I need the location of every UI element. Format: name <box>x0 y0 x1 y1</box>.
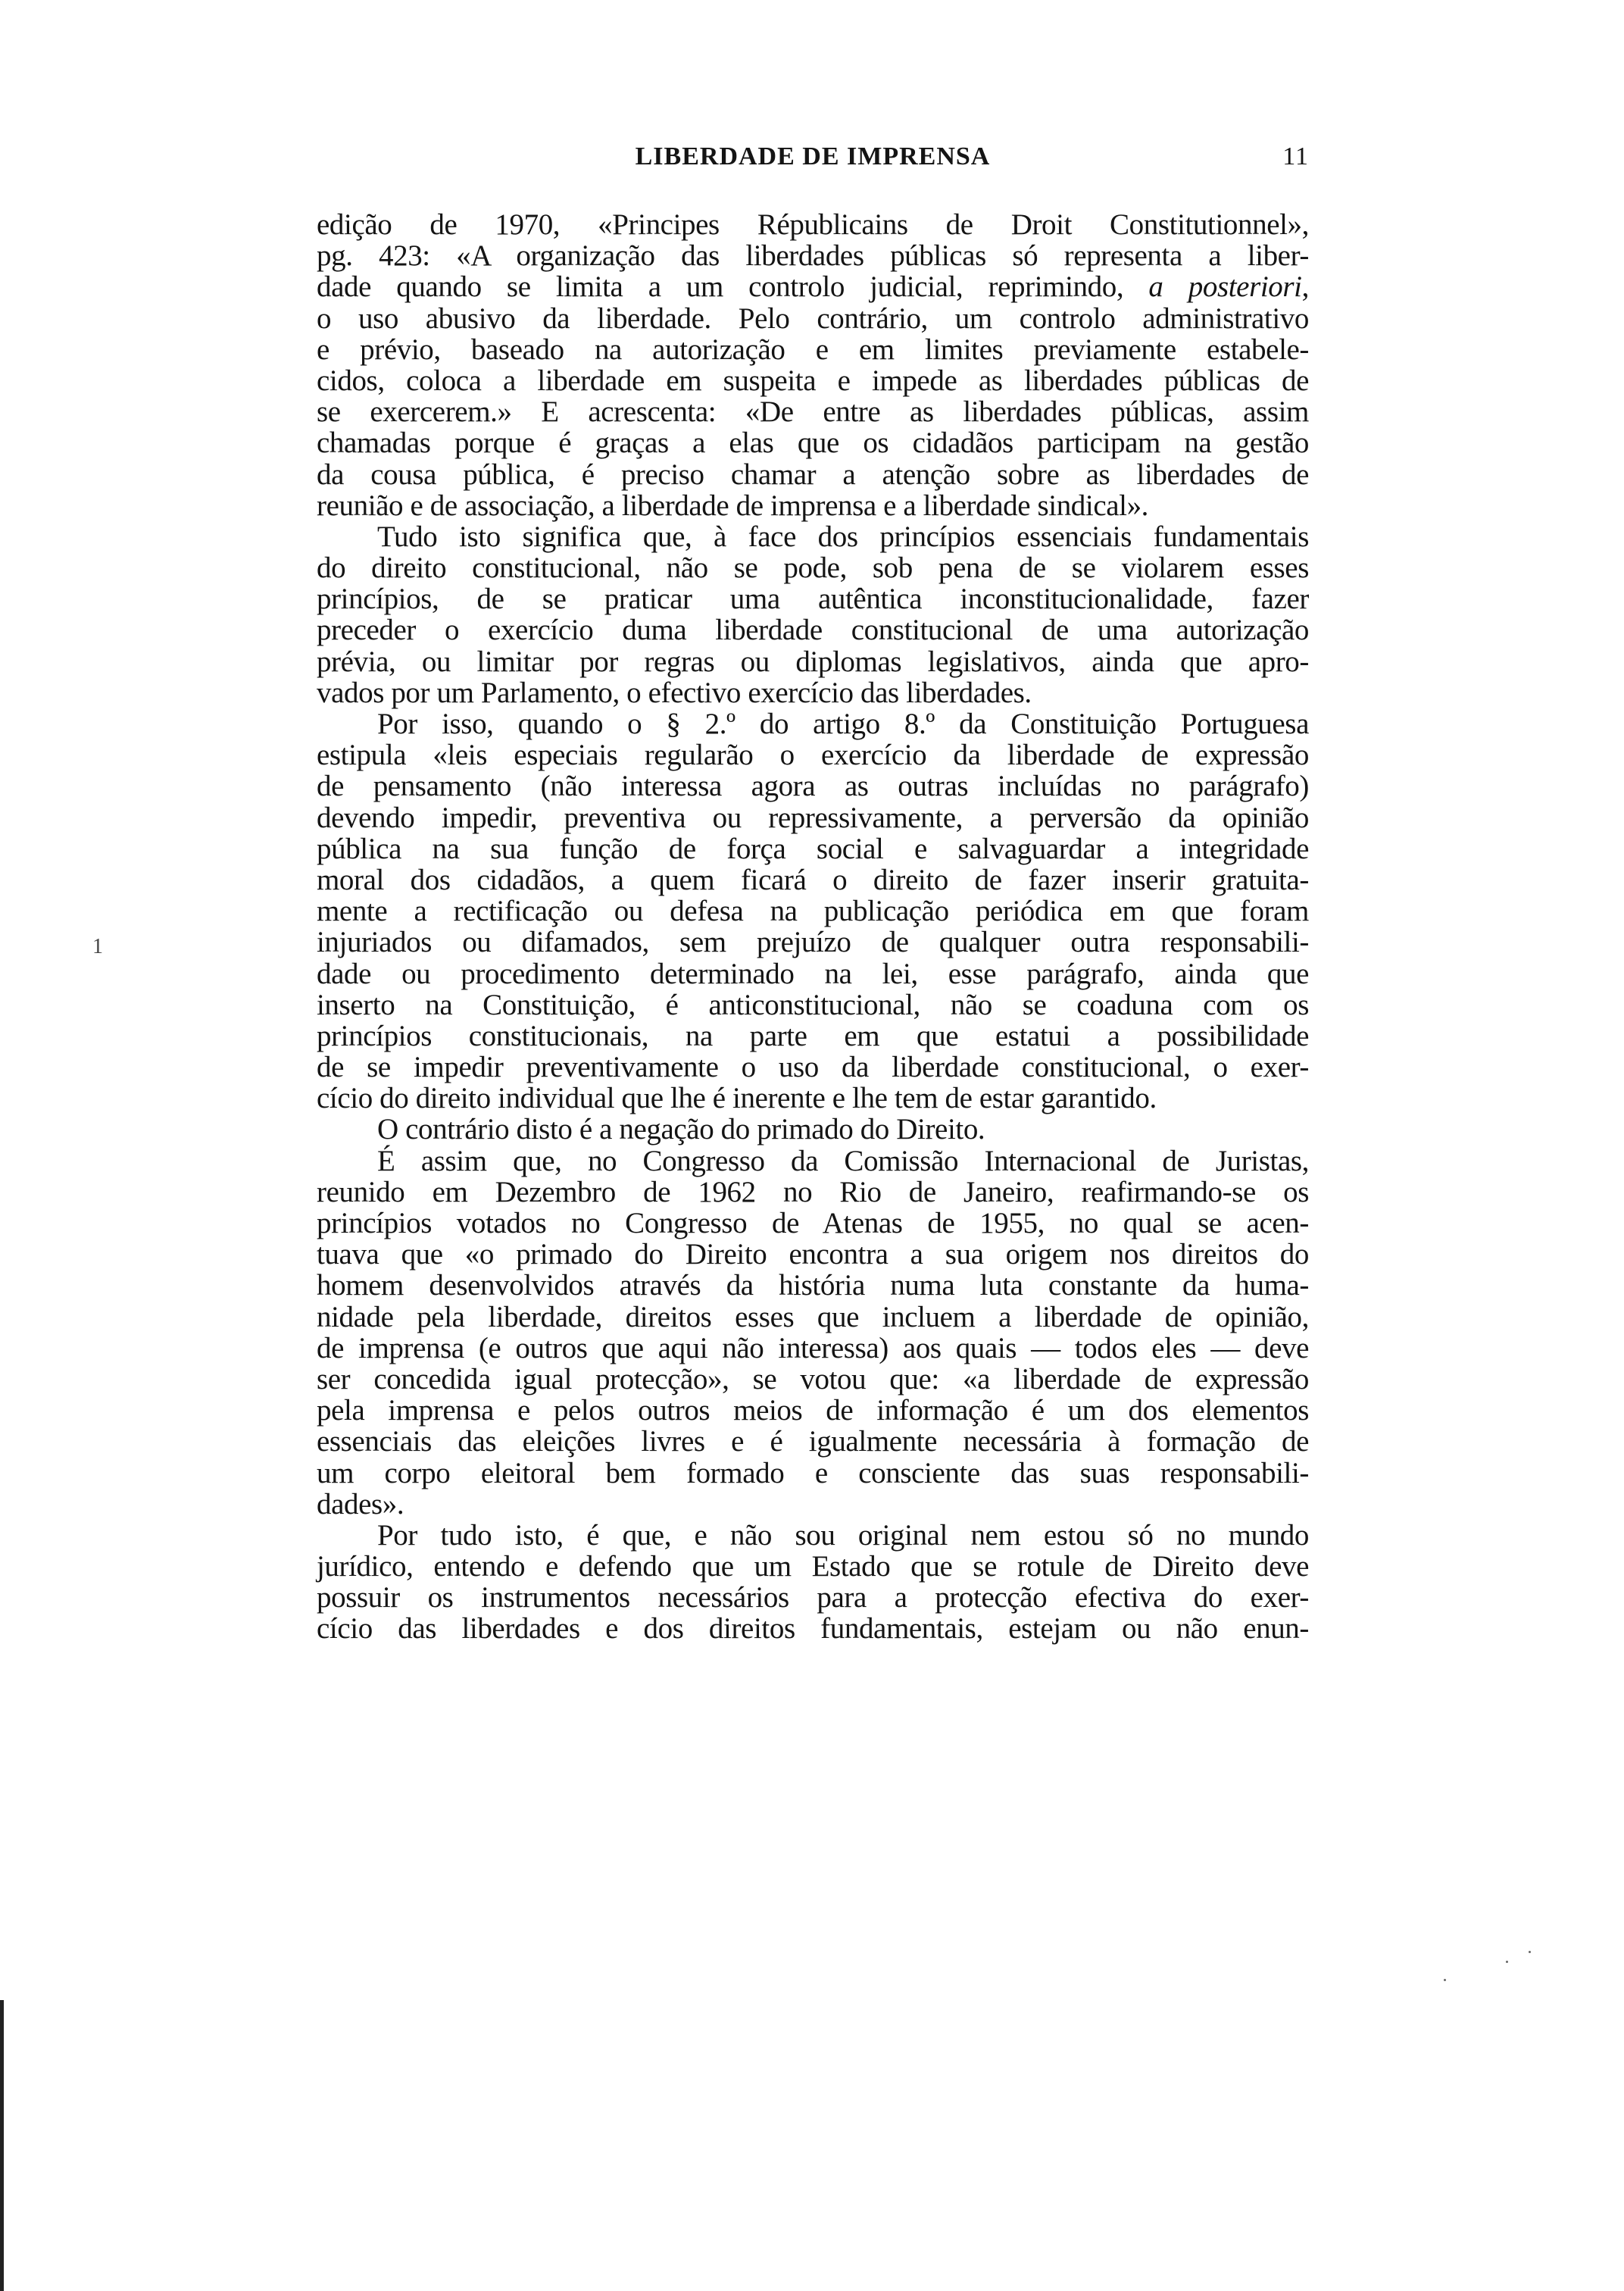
text-line: da cousa pública, é preciso chamar a atenção sobre as liberdades de <box>317 458 1309 491</box>
text-line: dades». <box>317 1487 404 1521</box>
text-line: preceder o exercício duma liberdade constitucional de uma autorização <box>317 614 1309 647</box>
text-line: possuir os instrumentos necessários para a protecção efectiva do exer- <box>317 1581 1309 1614</box>
text-line: princípios, de se praticar uma autêntica inconstitucionalidade, fazer <box>317 583 1309 616</box>
text-line: reunido em Dezembro de 1962 no Rio de Janeiro, reafirmando-se os <box>317 1175 1309 1208</box>
text-line: Por tudo isto, é que, e não sou original nem estou só no mundo <box>377 1518 1309 1552</box>
text-line: pública na sua função de força social e salvaguardar a integridade <box>317 832 1309 865</box>
text-line: princípios constitucionais, na parte em que estatui a possibilidade <box>317 1019 1309 1052</box>
text-line: Por isso, quando o § 2.º do artigo 8.º da Constituição Portuguesa <box>377 708 1309 740</box>
text-line: homem desenvolvidos através da história numa luta constante da huma- <box>317 1269 1309 1302</box>
text-line: dade quando se limita a um controlo judicial, reprimindo, a posteriori, <box>317 270 1309 304</box>
text-line: pg. 423: «A organização das liberdades públicas só representa a liber- <box>317 239 1309 273</box>
scan-speck <box>1444 1979 1446 1981</box>
text-line: tuava que «o primado do Direito encontra a sua origem nos direitos do <box>317 1238 1309 1271</box>
text-line: se exercerem.» E acrescenta: «De entre as liberdades públicas, assim <box>317 395 1309 429</box>
paragraph <box>317 209 1309 521</box>
text-line: injuriados ou difamados, sem prejuízo de qualquer outra responsabili- <box>317 926 1309 959</box>
margin-mark: 1 <box>92 935 103 958</box>
body-text <box>317 209 1309 1645</box>
text-line: estipula «leis especiais regularão o exercício da liberdade de expressão <box>317 739 1309 772</box>
text-line: cício das liberdades e dos direitos fundamentais, estejam ou não enun- <box>317 1612 1309 1646</box>
running-head <box>317 142 1309 180</box>
text-line: mente a rectificação ou defesa na publicação periódica em que foram <box>317 895 1309 928</box>
running-title: LIBERDADE DE IMPRENSA <box>635 142 991 170</box>
text-line: pela imprensa e pelos outros meios de informação é um dos elementos <box>317 1394 1309 1427</box>
paragraph <box>317 1520 1309 1645</box>
text-line: reunião e de associação, a liberdade de imprensa e a liberdade sindical». <box>317 489 1149 522</box>
page-number: 11 <box>1282 142 1309 170</box>
paragraph <box>317 1114 1309 1145</box>
text-line: inserto na Constituição, é anticonstitucional, não se coaduna com os <box>317 988 1309 1021</box>
text-line: de pensamento (não interessa agora as outras incluídas no parágrafo) <box>317 770 1309 803</box>
text-line: moral dos cidadãos, a quem ficará o direito de fazer inserir gratuita- <box>317 863 1309 896</box>
text-line: vados por um Parlamento, o efectivo exercício das liberdades. <box>317 676 1032 709</box>
paragraph <box>317 1146 1309 1520</box>
text-line: jurídico, entendo e defendo que um Estado que se rotule de Direito deve <box>317 1550 1309 1583</box>
text-line: e prévio, baseado na autorização e em limites previamente estabele- <box>317 333 1309 366</box>
text-line: cidos, coloca a liberdade em suspeita e impede as liberdades públicas de <box>317 364 1309 397</box>
text-line: ser concedida igual protecção», se votou que: «a liberdade de expressão <box>317 1362 1309 1396</box>
text-line: cício do direito individual que lhe é inerente e lhe tem de estar garantido. <box>317 1082 1157 1115</box>
text-line: prévia, ou limitar por regras ou diplomas legislativos, ainda que apro- <box>317 645 1309 678</box>
scan-edge-shadow <box>0 2000 4 2291</box>
text-line: o uso abusivo da liberdade. Pelo contrário, um controlo administrativo <box>317 302 1309 335</box>
text-line: de imprensa (e outros que aqui não interessa) aos quais — todos eles — deve <box>317 1331 1309 1364</box>
scan-speck <box>1529 1951 1531 1953</box>
text-line: O contrário disto é a negação do primado do Direito. <box>377 1113 985 1146</box>
text-line: Tudo isto significa que, à face dos princípios essenciais fundamentais <box>377 520 1309 553</box>
text-line: de se impedir preventivamente o uso da liberdade constitucional, o exer- <box>317 1051 1309 1084</box>
paragraph <box>317 521 1309 708</box>
text-line: edição de 1970, «Principes Républicains de Droit Constitutionnel», <box>317 208 1309 241</box>
paragraph <box>317 708 1309 1114</box>
text-line: princípios votados no Congresso de Atenas de 1955, no qual se acen- <box>317 1207 1309 1239</box>
text-line: chamadas porque é graças a elas que os cidadãos participam na gestão <box>317 427 1309 460</box>
text-line: devendo impedir, preventiva ou repressivamente, a perversão da opinião <box>317 801 1309 834</box>
emphasis: a posteriori <box>1148 270 1302 304</box>
text-line: nidade pela liberdade, direitos esses que incluem a liberdade de opinião, <box>317 1300 1309 1333</box>
text-line: do direito constitucional, não se pode, sob pena de se violarem esses <box>317 552 1309 585</box>
text-line: essenciais das eleições livres e é igualmente necessária à formação de <box>317 1425 1309 1458</box>
scan-speck <box>1506 1961 1508 1963</box>
text-line: É assim que, no Congresso da Comissão Internacional de Juristas, <box>377 1144 1309 1177</box>
text-line: um corpo eleitoral bem formado e consciente das suas responsabili- <box>317 1456 1309 1489</box>
text-line: dade ou procedimento determinado na lei, esse parágrafo, ainda que <box>317 957 1309 990</box>
